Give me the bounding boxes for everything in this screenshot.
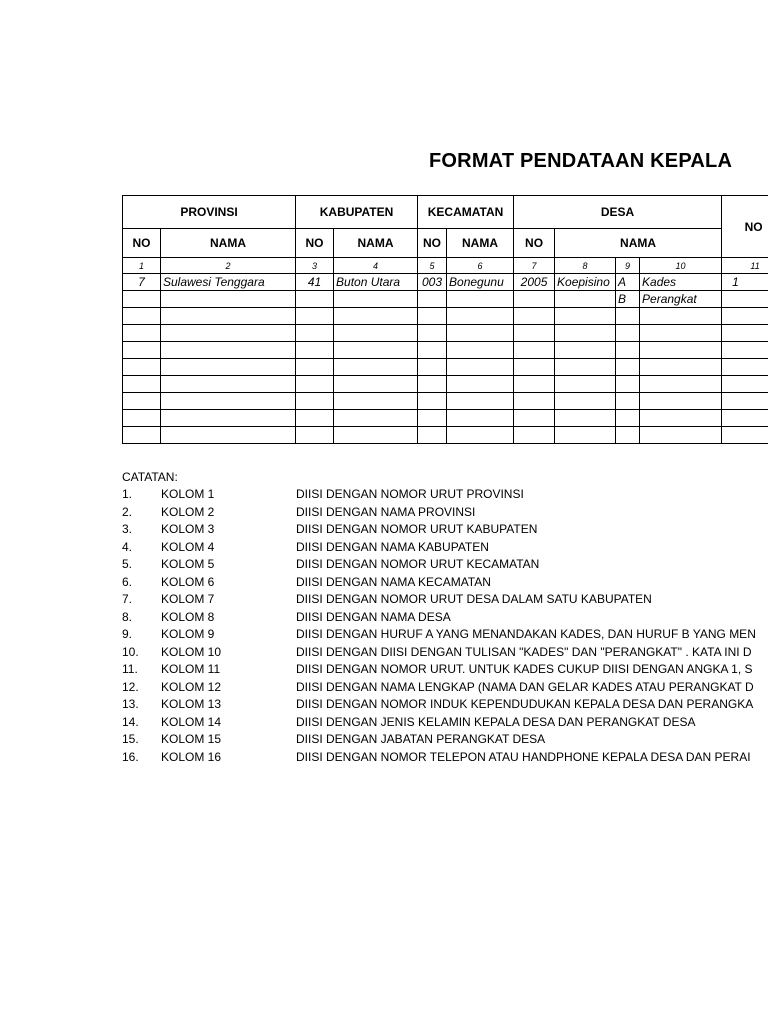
empty-cell[interactable]	[514, 342, 555, 359]
empty-cell[interactable]	[640, 342, 722, 359]
empty-cell[interactable]	[722, 359, 768, 376]
cell-provinsi-no[interactable]	[123, 291, 161, 308]
empty-cell[interactable]	[616, 393, 640, 410]
subheader-nama: NAMA	[161, 229, 296, 258]
empty-cell[interactable]	[123, 427, 161, 444]
cell-kabupaten-nama[interactable]: Buton Utara	[334, 274, 418, 291]
empty-cell[interactable]	[616, 376, 640, 393]
empty-cell[interactable]	[616, 410, 640, 427]
subheader-nama: NAMA	[555, 229, 722, 258]
note-item	[122, 504, 768, 522]
empty-cell[interactable]	[334, 342, 418, 359]
page-title: FORMAT PENDATAAN KEPALA	[429, 150, 733, 172]
note-column: KOLOM 14	[161, 714, 222, 729]
empty-cell[interactable]	[555, 359, 616, 376]
empty-cell[interactable]	[616, 342, 640, 359]
note-number: 4.	[122, 539, 133, 554]
empty-cell[interactable]	[161, 342, 296, 359]
note-column: KOLOM 12	[161, 679, 222, 694]
note-number: 10.	[122, 644, 139, 659]
empty-cell[interactable]	[555, 308, 616, 325]
empty-cell[interactable]	[722, 325, 768, 342]
column-index: 8	[555, 258, 616, 274]
note-number: 2.	[122, 504, 133, 519]
cell-kabupaten-no[interactable]	[296, 291, 334, 308]
empty-row	[123, 342, 768, 359]
empty-cell[interactable]	[514, 427, 555, 444]
note-item	[122, 591, 768, 609]
subheader-nama: NAMA	[447, 229, 514, 258]
subheader-no: NO	[418, 229, 447, 258]
empty-cell[interactable]	[640, 376, 722, 393]
note-column: KOLOM 9	[161, 627, 215, 641]
empty-cell[interactable]	[161, 308, 296, 325]
note-number: 1.	[122, 487, 133, 501]
cell-no[interactable]	[722, 291, 768, 308]
note-item	[122, 696, 768, 714]
empty-cell[interactable]	[123, 325, 161, 342]
empty-cell[interactable]	[616, 325, 640, 342]
note-item	[122, 679, 768, 697]
cell-provinsi-no[interactable]: 7	[123, 274, 161, 291]
empty-cell[interactable]	[161, 359, 296, 376]
empty-cell[interactable]	[722, 410, 768, 427]
empty-cell[interactable]	[123, 410, 161, 427]
note-number: 7.	[122, 592, 133, 606]
empty-cell[interactable]	[418, 308, 447, 325]
empty-cell[interactable]	[418, 359, 447, 376]
empty-cell[interactable]	[447, 325, 514, 342]
subheader-no: NO	[296, 229, 334, 258]
empty-cell[interactable]	[555, 342, 616, 359]
empty-cell[interactable]	[640, 410, 722, 427]
note-number: 15.	[122, 732, 139, 746]
empty-cell[interactable]	[514, 308, 555, 325]
column-index: 4	[334, 258, 418, 274]
empty-cell[interactable]	[447, 393, 514, 410]
empty-cell[interactable]	[296, 308, 334, 325]
empty-cell[interactable]	[555, 325, 616, 342]
cell-desa-no[interactable]: 2005	[514, 274, 555, 291]
empty-cell[interactable]	[418, 393, 447, 410]
note-item	[122, 521, 768, 539]
column-index: 1	[123, 258, 161, 274]
table-row	[123, 274, 768, 291]
empty-cell[interactable]	[514, 359, 555, 376]
empty-cell[interactable]	[334, 410, 418, 427]
column-index: 9	[616, 258, 640, 274]
note-item	[122, 574, 768, 592]
note-description: DIISI DENGAN NOMOR INDUK KEPENDUDUKAN KEPALA DESA DAN PERANGKA	[296, 697, 754, 711]
note-column: KOLOM 13	[161, 697, 222, 711]
note-item	[122, 626, 768, 644]
note-number: 9.	[122, 627, 133, 641]
note-column: KOLOM 1	[161, 487, 215, 501]
empty-row	[123, 308, 768, 325]
empty-cell[interactable]	[722, 393, 768, 410]
empty-cell[interactable]	[123, 359, 161, 376]
empty-cell[interactable]	[418, 427, 447, 444]
empty-cell[interactable]	[447, 342, 514, 359]
empty-cell[interactable]	[334, 308, 418, 325]
note-description: DIISI DENGAN NOMOR URUT. UNTUK KADES CUKUP DIISI DENGAN ANGKA 1, S	[296, 662, 753, 676]
empty-cell[interactable]	[447, 376, 514, 393]
note-description: DIISI DENGAN JABATAN PERANGKAT DESA	[296, 732, 546, 746]
column-index: 2	[161, 258, 296, 274]
note-item	[122, 644, 768, 662]
note-description: DIISI DENGAN DIISI DENGAN TULISAN "KADES" DAN "PERANGKAT" . KATA INI D	[296, 644, 752, 659]
empty-cell[interactable]	[447, 308, 514, 325]
cell-kabupaten-nama[interactable]	[334, 291, 418, 308]
cell-kode[interactable]: A	[616, 274, 640, 291]
empty-cell[interactable]	[334, 359, 418, 376]
note-column: KOLOM 15	[161, 732, 222, 746]
note-number: 3.	[122, 522, 133, 536]
empty-cell[interactable]	[418, 342, 447, 359]
note-description: DIISI DENGAN NOMOR URUT DESA DALAM SATU KABUPATEN	[296, 592, 652, 606]
note-column: KOLOM 11	[161, 662, 221, 676]
empty-row	[123, 376, 768, 393]
empty-cell[interactable]	[161, 410, 296, 427]
note-number: 13.	[122, 697, 139, 711]
notes-heading: CATATAN:	[122, 470, 178, 484]
empty-cell[interactable]	[296, 325, 334, 342]
empty-cell[interactable]	[722, 376, 768, 393]
note-description: DIISI DENGAN NAMA LENGKAP (NAMA DAN GELAR KADES ATAU PERANGKAT D	[296, 679, 754, 694]
cell-kecamatan-nama[interactable]	[447, 291, 514, 308]
note-column: KOLOM 8	[161, 609, 215, 624]
empty-cell[interactable]	[296, 410, 334, 427]
note-column: KOLOM 7	[161, 592, 215, 606]
note-description: DIISI DENGAN NOMOR URUT PROVINSI	[296, 487, 524, 501]
empty-cell[interactable]	[514, 410, 555, 427]
column-index: 11	[722, 258, 768, 274]
empty-cell[interactable]	[161, 427, 296, 444]
column-index: 5	[418, 258, 447, 274]
cell-kabupaten-no[interactable]: 41	[296, 274, 334, 291]
cell-jabatan[interactable]: Kades	[640, 274, 722, 291]
note-description: DIISI DENGAN NOMOR URUT KABUPATEN	[296, 522, 538, 536]
cell-desa-nama[interactable]: Koepisino	[555, 274, 616, 291]
empty-cell[interactable]	[555, 393, 616, 410]
cell-kecamatan-no[interactable]: 003	[418, 274, 447, 291]
cell-provinsi-nama[interactable]	[161, 291, 296, 308]
empty-cell[interactable]	[447, 410, 514, 427]
empty-row	[123, 359, 768, 376]
note-item	[122, 661, 768, 679]
empty-cell[interactable]	[296, 427, 334, 444]
cell-jabatan[interactable]: Perangkat	[640, 291, 722, 308]
empty-cell[interactable]	[123, 342, 161, 359]
empty-cell[interactable]	[296, 376, 334, 393]
column-index: 6	[447, 258, 514, 274]
data-table	[122, 195, 768, 452]
empty-cell[interactable]	[418, 325, 447, 342]
note-column: KOLOM 5	[161, 557, 215, 571]
note-number: 8.	[122, 609, 133, 624]
cell-kecamatan-no[interactable]	[418, 291, 447, 308]
empty-cell[interactable]	[616, 427, 640, 444]
empty-row	[123, 393, 768, 410]
column-index: 7	[514, 258, 555, 274]
empty-cell[interactable]	[722, 342, 768, 359]
header-desa: DESA	[514, 196, 722, 229]
note-number: 16.	[122, 749, 139, 764]
empty-cell[interactable]	[640, 359, 722, 376]
empty-cell[interactable]	[514, 376, 555, 393]
cell-no[interactable]: 1	[722, 274, 768, 291]
column-index: 10	[640, 258, 722, 274]
note-number: 12.	[122, 679, 139, 694]
empty-cell[interactable]	[514, 393, 555, 410]
empty-cell[interactable]	[296, 342, 334, 359]
header-provinsi: PROVINSI	[123, 196, 296, 229]
note-item	[122, 731, 768, 749]
empty-cell[interactable]	[418, 410, 447, 427]
column-index: 3	[296, 258, 334, 274]
note-item	[122, 486, 768, 504]
empty-cell[interactable]	[161, 376, 296, 393]
header-no: NO	[722, 196, 768, 258]
note-column: KOLOM 10	[161, 644, 222, 659]
empty-cell[interactable]	[418, 376, 447, 393]
note-number: 5.	[122, 557, 133, 571]
header-kecamatan: KECAMATAN	[418, 196, 514, 229]
cell-desa-nama[interactable]	[555, 291, 616, 308]
note-column: KOLOM 2	[161, 504, 215, 519]
note-number: 6.	[122, 574, 133, 589]
empty-cell[interactable]	[296, 359, 334, 376]
empty-cell[interactable]	[334, 393, 418, 410]
cell-kode[interactable]: B	[616, 291, 640, 308]
empty-cell[interactable]	[123, 308, 161, 325]
note-column: KOLOM 3	[161, 522, 215, 536]
note-column: KOLOM 16	[161, 749, 222, 764]
note-column: KOLOM 6	[161, 574, 215, 589]
empty-cell[interactable]	[640, 325, 722, 342]
cell-provinsi-nama[interactable]: Sulawesi Tenggara	[161, 274, 296, 291]
notes-section	[122, 468, 768, 766]
empty-cell[interactable]	[722, 308, 768, 325]
empty-cell[interactable]	[334, 325, 418, 342]
empty-row	[123, 427, 768, 444]
note-item	[122, 539, 768, 557]
empty-cell[interactable]	[616, 308, 640, 325]
table-row	[123, 291, 768, 308]
empty-cell[interactable]	[123, 376, 161, 393]
empty-row	[123, 410, 768, 427]
cell-desa-no[interactable]	[514, 291, 555, 308]
note-description: DIISI DENGAN NAMA KECAMATAN	[296, 574, 491, 589]
empty-cell[interactable]	[640, 308, 722, 325]
header-kabupaten: KABUPATEN	[296, 196, 418, 229]
note-description: DIISI DENGAN JENIS KELAMIN KEPALA DESA DAN PERANGKAT DESA	[296, 714, 696, 729]
cell-kecamatan-nama[interactable]: Bonegunu	[447, 274, 514, 291]
note-number: 14.	[122, 714, 139, 729]
empty-cell[interactable]	[334, 427, 418, 444]
note-description: DIISI DENGAN HURUF A YANG MENANDAKAN KADES, DAN HURUF B YANG MEN	[296, 627, 756, 641]
note-number: 11.	[122, 662, 138, 676]
note-column: KOLOM 4	[161, 539, 215, 554]
empty-cell[interactable]	[555, 376, 616, 393]
empty-cell[interactable]	[640, 427, 722, 444]
empty-row	[123, 325, 768, 342]
note-description: DIISI DENGAN NAMA DESA	[296, 609, 451, 624]
empty-cell[interactable]	[555, 427, 616, 444]
subheader-no: NO	[123, 229, 161, 258]
empty-cell[interactable]	[722, 427, 768, 444]
empty-cell[interactable]	[296, 393, 334, 410]
empty-cell[interactable]	[334, 376, 418, 393]
subheader-no: NO	[514, 229, 555, 258]
empty-cell[interactable]	[123, 393, 161, 410]
empty-cell[interactable]	[161, 393, 296, 410]
empty-cell[interactable]	[447, 359, 514, 376]
empty-cell[interactable]	[616, 359, 640, 376]
subheader-nama: NAMA	[334, 229, 418, 258]
empty-cell[interactable]	[447, 427, 514, 444]
empty-cell[interactable]	[514, 325, 555, 342]
empty-cell[interactable]	[161, 325, 296, 342]
note-description: DIISI DENGAN NOMOR TELEPON ATAU HANDPHONE KEPALA DESA DAN PERAI	[296, 749, 751, 764]
empty-cell[interactable]	[555, 410, 616, 427]
note-description: DIISI DENGAN NAMA KABUPATEN	[296, 539, 489, 554]
note-description: DIISI DENGAN NAMA PROVINSI	[296, 504, 476, 519]
note-item	[122, 749, 768, 767]
note-description: DIISI DENGAN NOMOR URUT KECAMATAN	[296, 557, 540, 571]
empty-cell[interactable]	[640, 393, 722, 410]
note-item	[122, 556, 768, 574]
note-item	[122, 609, 768, 627]
note-item	[122, 714, 768, 732]
